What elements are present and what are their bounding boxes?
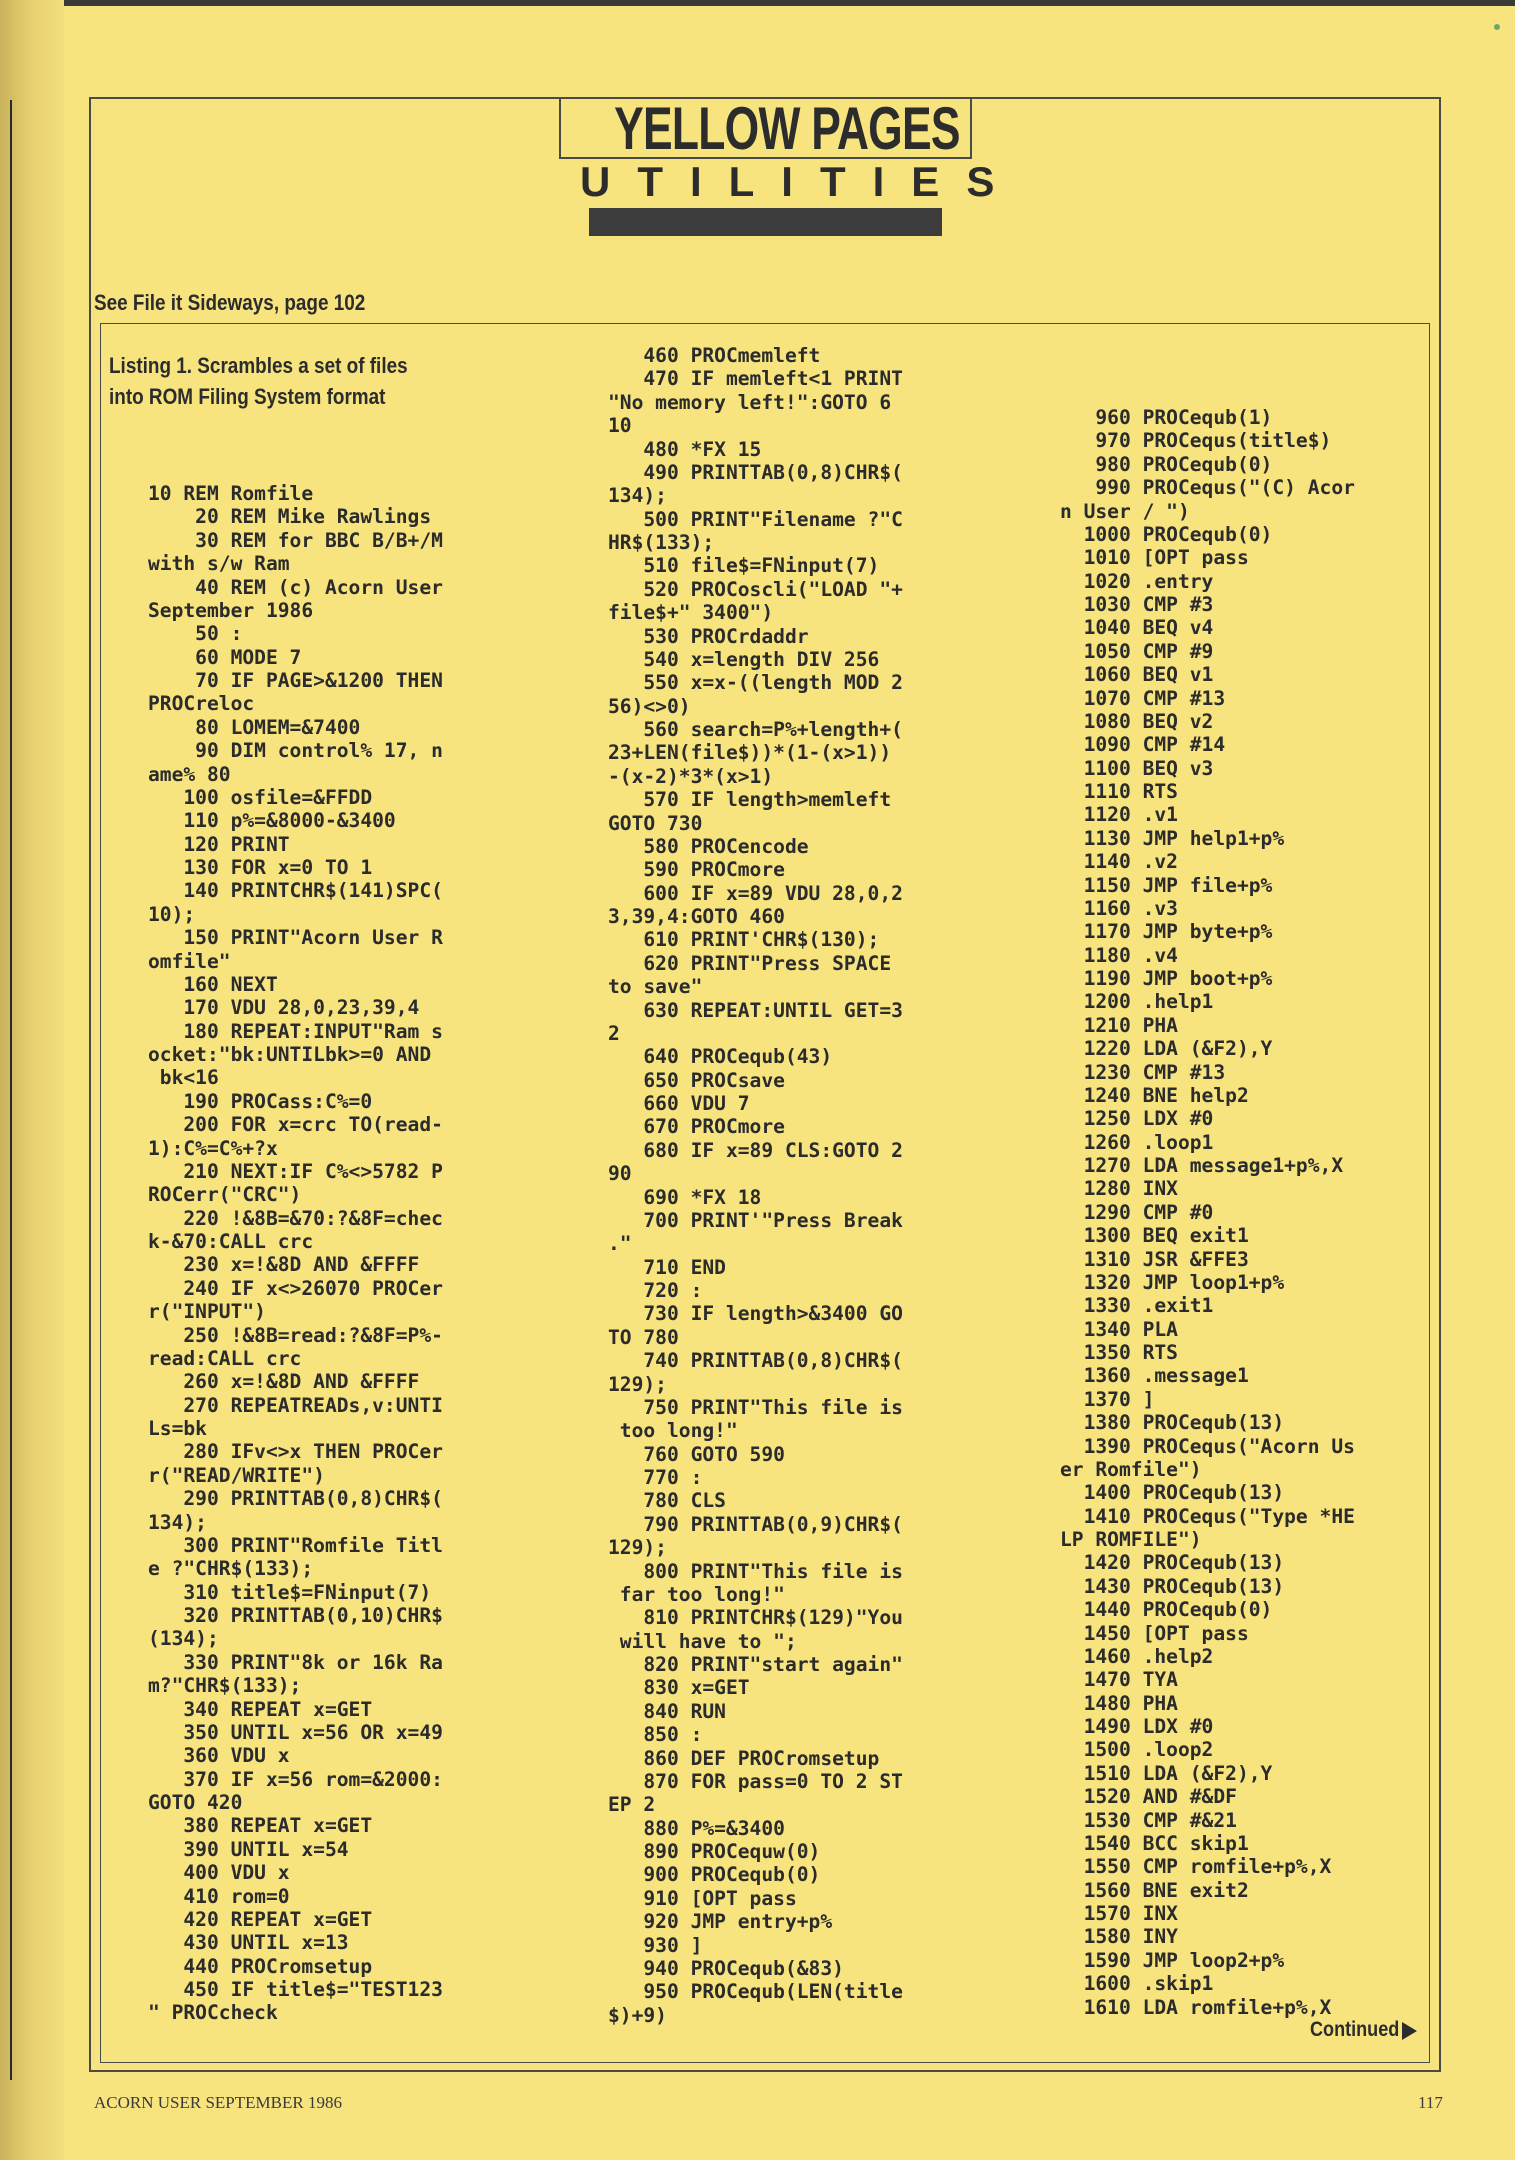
listing-column-3: 960 PROCequb(1) 970 PROCequs(title$) 980 PROCequb(0) 990 PROCequs("(C) Acor n User / ") 1000 PROCequb(0) 1010 [OPT pass 1020 .entry 1030 CMP #3 1040 BEQ v4 1050 CMP #9 1060 BEQ v1 1070 CMP #13 1080 BEQ v2 1090 CMP #14 1100 BEQ v3 1110 RTS 1120 .v1 1130 JMP help1+p% 1140 .v2 1150 JMP file+p% 1160 .v3 1170 JMP byte+p% 1180 .v4 1190 JMP boot+p% 1200 .help1 1210 PHA 1220 LDA (&F2),Y 1230 CMP #13 1240 BNE help2 1250 LDX #0 1260 .loop1 1270 LDA message1+p%,X 1280 INX 1290 CMP #0 1300 BEQ exit1 1310 JSR &FFE3 1320 JMP loop1+p% 1330 .exit1 1340 PLA 1350 RTS 1360 .message1 1370 ] 1380 PROCequb(13) 1390 PROCequs("Acorn Us er Romfile") 1400 PROCequb(13) 1410 PROCequs("Type *HE LP ROMFILE") 1420 PROCequb(13) 1430 PROCequb(13) 1440 PROCequb(0) 1450 [OPT pass 1460 .help2 1470 TYA 1480 PHA 1490 LDX #0 1500 .loop2 1510 LDA (&F2),Y 1520 AND #&DF 1530 CMP #&21 1540 BCC skip1 1550 CMP romfile+p%,X 1560 BNE exit2 1570 INX 1580 INY 1590 JMP loop2+p% 1600 .skip1 1610 LDA romfile+p%,X bbox=[1060, 406, 1355, 2019]
footer-page-number: 117 bbox=[1418, 2093, 1443, 2112]
cross-reference: See File it Sideways, page 102 bbox=[94, 290, 366, 315]
footer-magazine: ACORN USER SEPTEMBER 1986 bbox=[94, 2093, 342, 2112]
continued-arrow-icon bbox=[1402, 2022, 1417, 2040]
listing-column-2: 460 PROCmemleft 470 IF memleft<1 PRINT "No memory left!":GOTO 6 10 480 *FX 15 490 PRINTTAB(0,8)CHR$( 134); 500 PRINT"Filename ?"C HR$(133); 510 file$=FNinput(7) 520 PROCoscli("LOAD "+ file$+" 3400") 530 PROCrdaddr 540 x=length DIV 256 550 x=x-((length MOD 2 56)<>0) 560 search=P%+length+( 23+LEN(file$))*(1-(x>1)) -(x-2)*3*(x>1) 570 IF length>memleft GOTO 730 580 PROCencode 590 PROCmore 600 IF x=89 VDU 28,0,2 3,39,4:GOTO 460 610 PRINT'CHR$(130); 620 PRINT"Press SPACE to save" 630 REPEAT:UNTIL GET=3 2 640 PROCequb(43) 650 PROCsave 660 VDU 7 670 PROCmore 680 IF x=89 CLS:GOTO 2 90 690 *FX 18 700 PRINT'"Press Break ." 710 END 720 : 730 IF length>&3400 GO TO 780 740 PRINTTAB(0,8)CHR$( 129); 750 PRINT"This file is too long!" 760 GOTO 590 770 : 780 CLS 790 PRINTTAB(0,9)CHR$( 129); 800 PRINT"This file is far too long!" 810 PRINTCHR$(129)"You will have to "; 820 PRINT"start again" 830 x=GET 840 RUN 850 : 860 DEF PROCromsetup 870 FOR pass=0 TO 2 ST EP 2 880 P%=&3400 890 PROCequw(0) 900 PROCequb(0) 910 [OPT pass 920 JMP entry+p% 930 ] 940 PROCequb(&83) 950 PROCequb(LEN(title $)+9) bbox=[608, 344, 903, 2027]
listing-column-1: 10 REM Romfile 20 REM Mike Rawlings 30 REM for BBC B/B+/M with s/w Ram 40 REM (c) Acorn User September 1986 50 : 60 MODE 7 70 IF PAGE>&1200 THEN PROCreloc 80 LOMEM=&7400 90 DIM control% 17, n ame% 80 100 osfile=&FFDD 110 p%=&8000-&3400 120 PRINT 130 FOR x=0 TO 1 140 PRINTCHR$(141)SPC( 10); 150 PRINT"Acorn User R omfile" 160 NEXT 170 VDU 28,0,23,39,4 180 REPEAT:INPUT"Ram s ocket:"bk:UNTILbk>=0 AND bk<16 190 PROCass:C%=0 200 FOR x=crc TO(read- 1):C%=C%+?x 210 NEXT:IF C%<>5782 P ROCerr("CRC") 220 !&8B=&70:?&8F=chec k-&70:CALL crc 230 x=!&8D AND &FFFF 240 IF x<>26070 PROCer r("INPUT") 250 !&8B=read:?&8F=P%- read:CALL crc 260 x=!&8D AND &FFFF 270 REPEATREADs,v:UNTI Ls=bk 280 IFv<>x THEN PROCer r("READ/WRITE") 290 PRINTTAB(0,8)CHR$( 134); 300 PRINT"Romfile Titl e ?"CHR$(133); 310 title$=FNinput(7) 320 PRINTTAB(0,10)CHR$ (134); 330 PRINT"8k or 16k Ra m?"CHR$(133); 340 REPEAT x=GET 350 UNTIL x=56 OR x=49 360 VDU x 370 IF x=56 rom=&2000: GOTO 420 380 REPEAT x=GET 390 UNTIL x=54 400 VDU x 410 rom=0 420 REPEAT x=GET 430 UNTIL x=13 440 PROCromsetup 450 IF title$="TEST123 " PROCcheck bbox=[148, 482, 443, 2025]
continued-label: Continued bbox=[1310, 2018, 1400, 2041]
section-subtitle: UTILITIES bbox=[580, 158, 1022, 205]
listing-caption: Listing 1. Scrambles a set of files into ROM Filing System format bbox=[109, 353, 408, 409]
subtitle-bar bbox=[589, 208, 942, 236]
corner-mark bbox=[1494, 24, 1500, 30]
page-top-edge bbox=[0, 0, 1515, 6]
masthead bbox=[559, 95, 972, 162]
gutter-rule bbox=[10, 100, 12, 2080]
page-title: YELLOW PAGES bbox=[614, 95, 960, 162]
